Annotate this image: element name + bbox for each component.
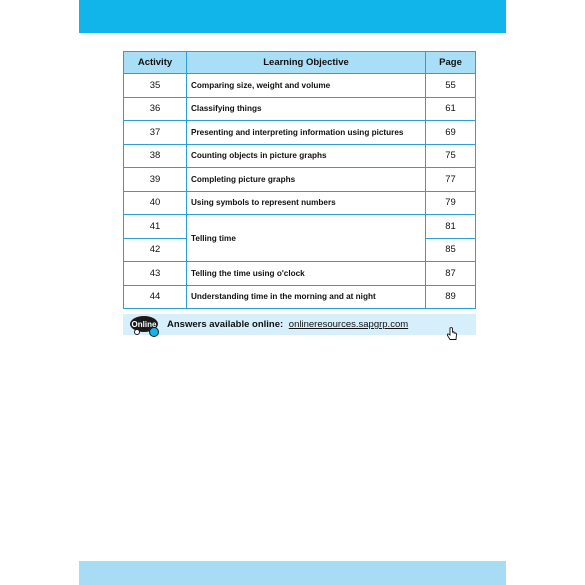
learning-objective: Completing picture graphs <box>187 168 426 192</box>
activity-number: 37 <box>124 121 187 145</box>
online-icon <box>129 315 161 337</box>
online-answers-label: Answers available online: <box>167 319 284 330</box>
page-number: 69 <box>426 121 476 145</box>
contents-table <box>123 51 476 309</box>
header-activity: Activity <box>124 52 187 74</box>
activity-number: 38 <box>124 144 187 168</box>
page-number: 61 <box>426 97 476 121</box>
table-row <box>124 285 476 309</box>
learning-objective: Telling time <box>187 215 426 262</box>
learning-objective: Telling the time using o'clock <box>187 262 426 286</box>
page-number: 75 <box>426 144 476 168</box>
table-row <box>124 168 476 192</box>
activity-number: 36 <box>124 97 187 121</box>
activity-number: 41 <box>124 215 187 239</box>
learning-objective: Classifying things <box>187 97 426 121</box>
activity-number: 35 <box>124 74 187 98</box>
activity-number: 39 <box>124 168 187 192</box>
online-resources-banner <box>123 314 476 335</box>
learning-objective: Understanding time in the morning and at night <box>187 285 426 309</box>
activity-number: 42 <box>124 238 187 262</box>
book-page <box>79 0 506 585</box>
bottom-color-bar <box>79 561 506 585</box>
activity-number: 43 <box>124 262 187 286</box>
learning-objective: Presenting and interpreting information using pictures <box>187 121 426 145</box>
learning-objective: Counting objects in picture graphs <box>187 144 426 168</box>
online-answers-text <box>167 319 408 330</box>
table-row <box>124 191 476 215</box>
page-number: 55 <box>426 74 476 98</box>
table-row <box>124 144 476 168</box>
activity-number: 44 <box>124 285 187 309</box>
page-number: 89 <box>426 285 476 309</box>
page-number: 87 <box>426 262 476 286</box>
page-number: 79 <box>426 191 476 215</box>
online-resources-link[interactable]: onlineresources.sapgrp.com <box>288 319 409 330</box>
activity-number: 40 <box>124 191 187 215</box>
page-number: 85 <box>426 238 476 262</box>
header-page: Page <box>426 52 476 74</box>
online-icon-label: Online <box>131 320 157 329</box>
learning-objective: Using symbols to represent numbers <box>187 191 426 215</box>
table-row <box>124 262 476 286</box>
table-row <box>124 121 476 145</box>
table-row <box>124 97 476 121</box>
table-header-row <box>124 52 476 74</box>
page-number: 77 <box>426 168 476 192</box>
header-learning-objective: Learning Objective <box>187 52 426 74</box>
page-number: 81 <box>426 215 476 239</box>
top-color-bar <box>79 0 506 33</box>
learning-objective: Comparing size, weight and volume <box>187 74 426 98</box>
table-row <box>124 74 476 98</box>
hand-pointer-icon <box>446 327 458 341</box>
table-row <box>124 215 476 239</box>
